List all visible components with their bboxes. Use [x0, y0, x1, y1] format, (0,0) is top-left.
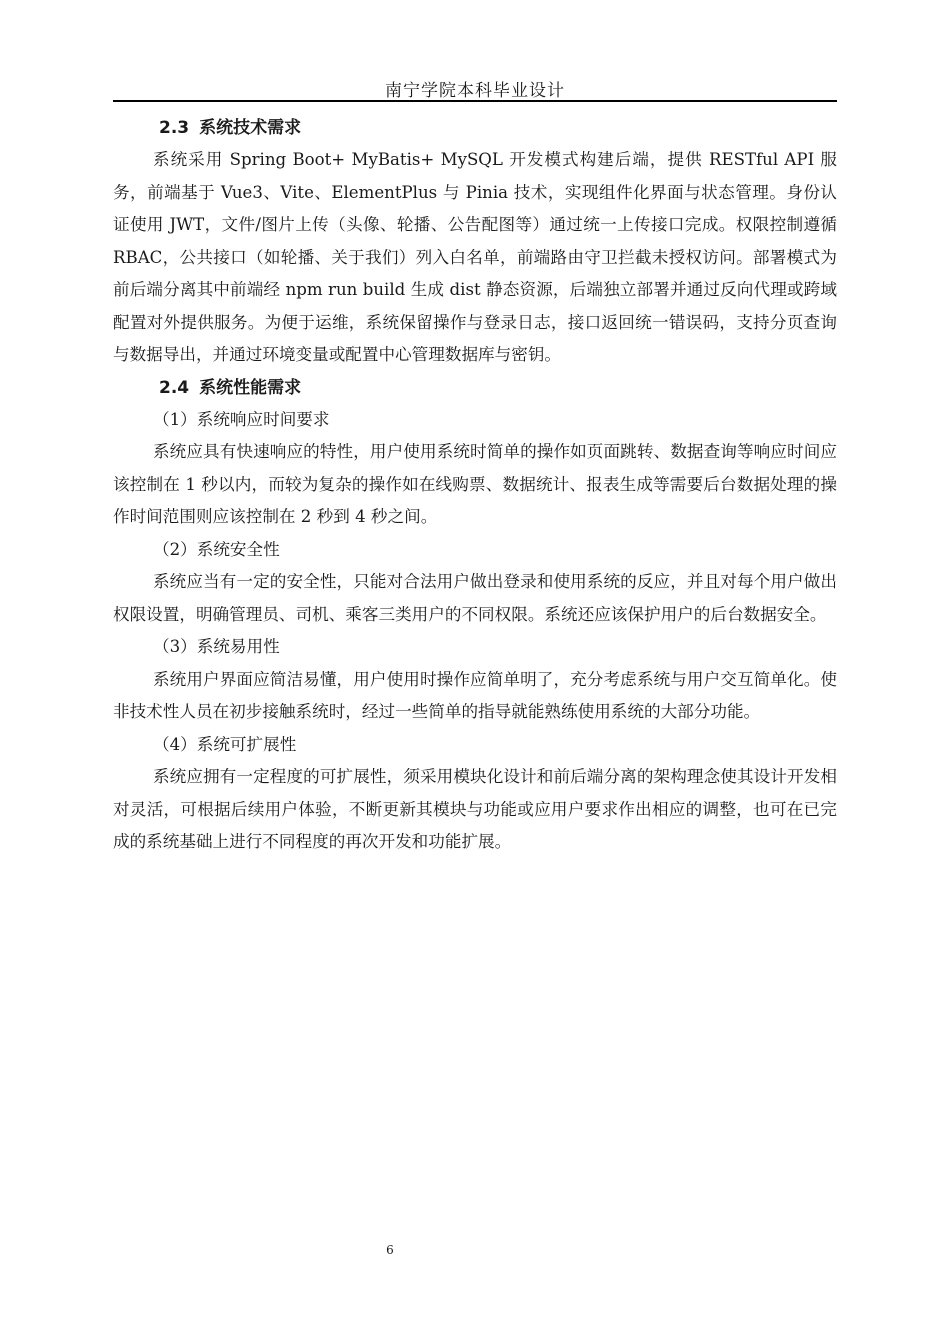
section-number: 2.3	[159, 118, 190, 138]
paragraph-extensibility: 系统应拥有一定程度的可扩展性，须采用模块化设计和前后端分离的架构理念使其设计开发相对灵活，可根据后续用户体验，不断更新其模块与功能或应用户要求作出相应的调整，也可在已完成的系统基础上进行不同程度的再次开发和功能扩展。	[113, 767, 837, 851]
section-number: 2.4	[159, 377, 190, 398]
section-title: 系统性能需求	[199, 377, 302, 398]
paragraph-response-time: 系统应具有快速响应的特性，用户使用系统时简单的操作如页面跳转、数据查询等响应时间应该控制在 1 秒以内，而较为复杂的操作如在线购票、数据统计、报表生成等需要后台数据处理的操作时间范围则应该控制在 2 秒到 4 秒之间。	[113, 442, 837, 526]
document-body	[113, 112, 837, 859]
section-heading-2-3	[113, 112, 837, 144]
header-divider	[113, 100, 837, 102]
paragraph-security: 系统应当有一定的安全性，只能对合法用户做出登录和使用系统的反应，并且对每个用户做出权限设置，明确管理员、司机、乘客三类用户的不同权限。系统还应该保护用户的后台数据安全。	[113, 572, 837, 624]
subheading-extensibility: （4）系统可扩展性	[153, 734, 297, 754]
subheading-usability: （3）系统易用性	[153, 637, 280, 656]
subheading-response-time: （1）系统响应时间要求	[153, 409, 330, 429]
paragraph-technical-requirements: 系统采用 Spring Boot+ MyBatis+ MySQL 开发模式构建后端，提供 RESTful API 服务，前端基于 Vue3、Vite、ElementPlus 与 Pinia 技术，实现组件化界面与状态管理。身份认证使用 JWT，文件/图片上传（头像、轮播、公告配图等）通过统一上传接口完成。权限控制遵循 RBAC，公共接口（如轮播、关于我们）列入白名单，前端路由守卫拦截未授权访问。部署模式为前后端分离其中前端经 npm run build 生成 dist 静态资源，后端独立部署并通过反向代理或跨域配置对外提供服务。为便于运维，系统保留操作与登录日志，接口返回统一错误码，支持分页查询与数据导出，并通过环境变量或配置中心管理数据库与密钥。	[113, 150, 837, 364]
section-title: 系统技术需求	[199, 118, 302, 138]
subheading-security: （2）系统安全性	[153, 539, 280, 559]
paragraph-usability: 系统用户界面应简洁易懂，用户使用时操作应简单明了，充分考虑系统与用户交互简单化。使非技术性人员在初步接触系统时，经过一些简单的指导就能熟练使用系统的大部分功能。	[113, 669, 837, 721]
page-number: 6	[386, 1243, 394, 1257]
section-heading-2-4	[113, 372, 837, 404]
page-header-title: 南宁学院本科毕业设计	[385, 81, 565, 101]
